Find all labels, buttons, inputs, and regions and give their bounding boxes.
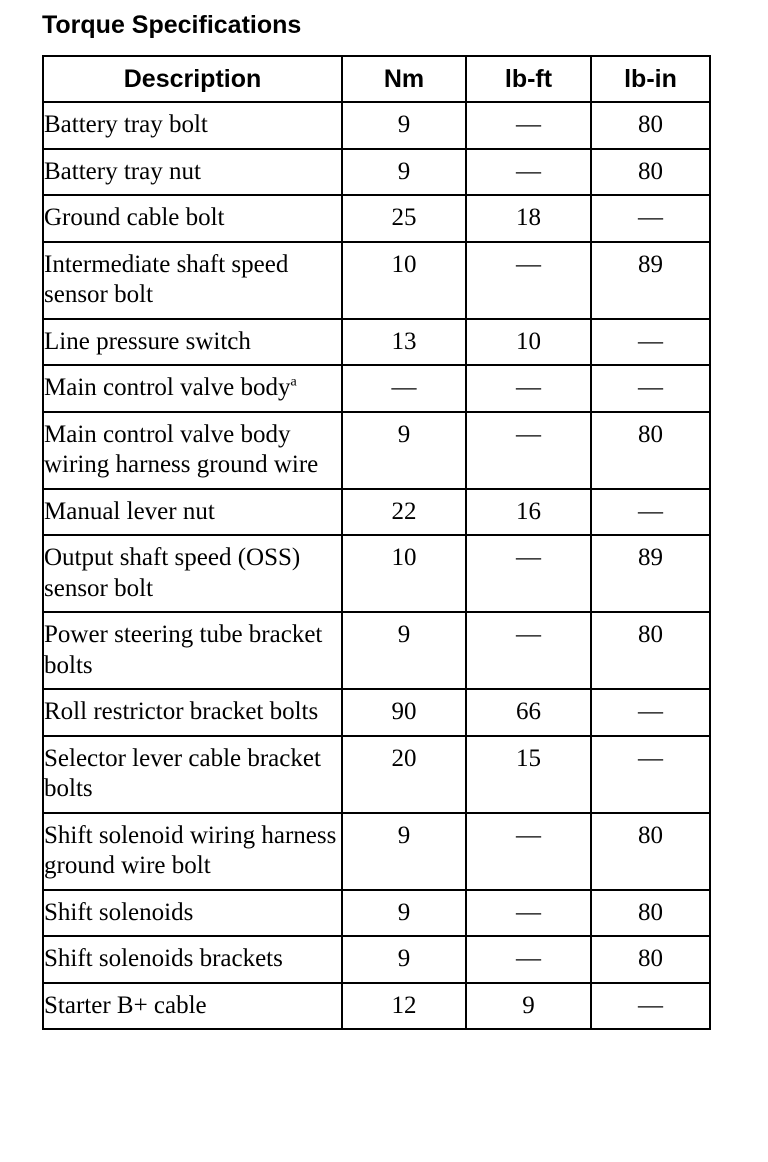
table-header-row [43,56,710,102]
description-text: Shift solenoids [44,898,194,926]
description-cell [43,612,342,689]
table-row [43,689,710,736]
nm-cell: 22 [342,489,466,536]
description-cell [43,983,342,1030]
table-row [43,412,710,489]
description-text: Line pressure switch [44,327,251,355]
lb-in-cell: — [591,689,710,736]
lb-ft-cell: 66 [466,689,591,736]
nm-cell: 9 [342,936,466,983]
table-row [43,612,710,689]
table-row [43,319,710,366]
description-cell [43,412,342,489]
description-cell [43,149,342,196]
nm-cell: 90 [342,689,466,736]
description-cell [43,936,342,983]
lb-ft-cell: — [466,612,591,689]
nm-cell: 20 [342,736,466,813]
column-header-nm: Nm [342,56,466,102]
description-text: Manual lever nut [44,497,215,525]
description-cell [43,736,342,813]
nm-cell: 13 [342,319,466,366]
description-text: Selector lever cable bracket bolts [44,744,321,802]
table-row [43,890,710,937]
table-row [43,936,710,983]
lb-ft-cell: 10 [466,319,591,366]
nm-cell: 9 [342,412,466,489]
description-text: Roll restrictor bracket bolts [44,698,319,725]
table-row [43,983,710,1030]
nm-cell: 9 [342,890,466,937]
column-header-lb-ft: lb-ft [466,56,591,102]
description-cell [43,813,342,890]
description-cell [43,365,342,412]
description-cell [43,195,342,242]
description-cell [43,535,342,612]
nm-cell: 25 [342,195,466,242]
lb-in-cell: — [591,195,710,242]
nm-cell: 9 [342,813,466,890]
lb-in-cell: — [591,736,710,813]
lb-in-cell: 80 [591,412,710,489]
lb-ft-cell: — [466,242,591,319]
lb-in-cell: 80 [591,612,710,689]
lb-ft-cell: 9 [466,983,591,1030]
lb-ft-cell: — [466,365,591,412]
lb-in-cell: — [591,489,710,536]
table-row [43,489,710,536]
description-text: Output shaft speed (OSS) sensor bolt [44,544,301,602]
description-cell [43,102,342,149]
nm-cell: 9 [342,102,466,149]
lb-in-cell: — [591,319,710,366]
nm-cell: 9 [342,149,466,196]
lb-in-cell: 80 [591,813,710,890]
lb-in-cell: 80 [591,149,710,196]
lb-in-cell: 89 [591,242,710,319]
description-text: Battery tray nut [44,157,201,185]
lb-ft-cell: — [466,412,591,489]
lb-ft-cell: — [466,890,591,937]
table-row [43,365,710,412]
table-row [43,736,710,813]
description-cell [43,242,342,319]
lb-ft-cell: — [466,149,591,196]
lb-ft-cell: — [466,535,591,612]
table-row [43,242,710,319]
lb-in-cell: 80 [591,890,710,937]
description-text: Main control valve body [44,374,291,401]
table-body [43,102,710,1029]
description-text: Power steering tube bracket bolts [44,621,323,679]
lb-ft-cell: — [466,102,591,149]
table-row [43,149,710,196]
torque-specifications-table [42,55,711,1030]
description-text: Battery tray bolt [44,111,208,138]
lb-in-cell: 89 [591,535,710,612]
lb-in-cell: 80 [591,102,710,149]
lb-in-cell: 80 [591,936,710,983]
nm-cell: 12 [342,983,466,1030]
page-title: Torque Specifications [42,11,302,39]
table-row [43,102,710,149]
column-header-description: Description [43,56,342,102]
description-cell [43,689,342,736]
nm-cell: 10 [342,242,466,319]
description-text: Intermediate shaft speed sensor bolt [44,250,289,308]
description-cell [43,890,342,937]
nm-cell: 10 [342,535,466,612]
description-text: Shift solenoids brackets [44,945,283,972]
description-text: Main control valve body wiring harness ground wire [44,420,319,478]
table-row [43,813,710,890]
column-header-lb-in: lb-in [591,56,710,102]
lb-ft-cell: — [466,813,591,890]
lb-ft-cell: 18 [466,195,591,242]
table-row [43,535,710,612]
lb-ft-cell: 16 [466,489,591,536]
table-row [43,195,710,242]
nm-cell: 9 [342,612,466,689]
description-text: Starter B+ cable [44,991,207,1019]
description-text: Shift solenoid wiring harness ground wire bolt [44,821,337,879]
description-cell [43,489,342,536]
nm-cell: — [342,365,466,412]
footnote-marker: a [290,374,297,390]
lb-in-cell: — [591,365,710,412]
lb-ft-cell: — [466,936,591,983]
lb-in-cell: — [591,983,710,1030]
lb-ft-cell: 15 [466,736,591,813]
description-cell [43,319,342,366]
description-text: Ground cable bolt [44,204,225,231]
